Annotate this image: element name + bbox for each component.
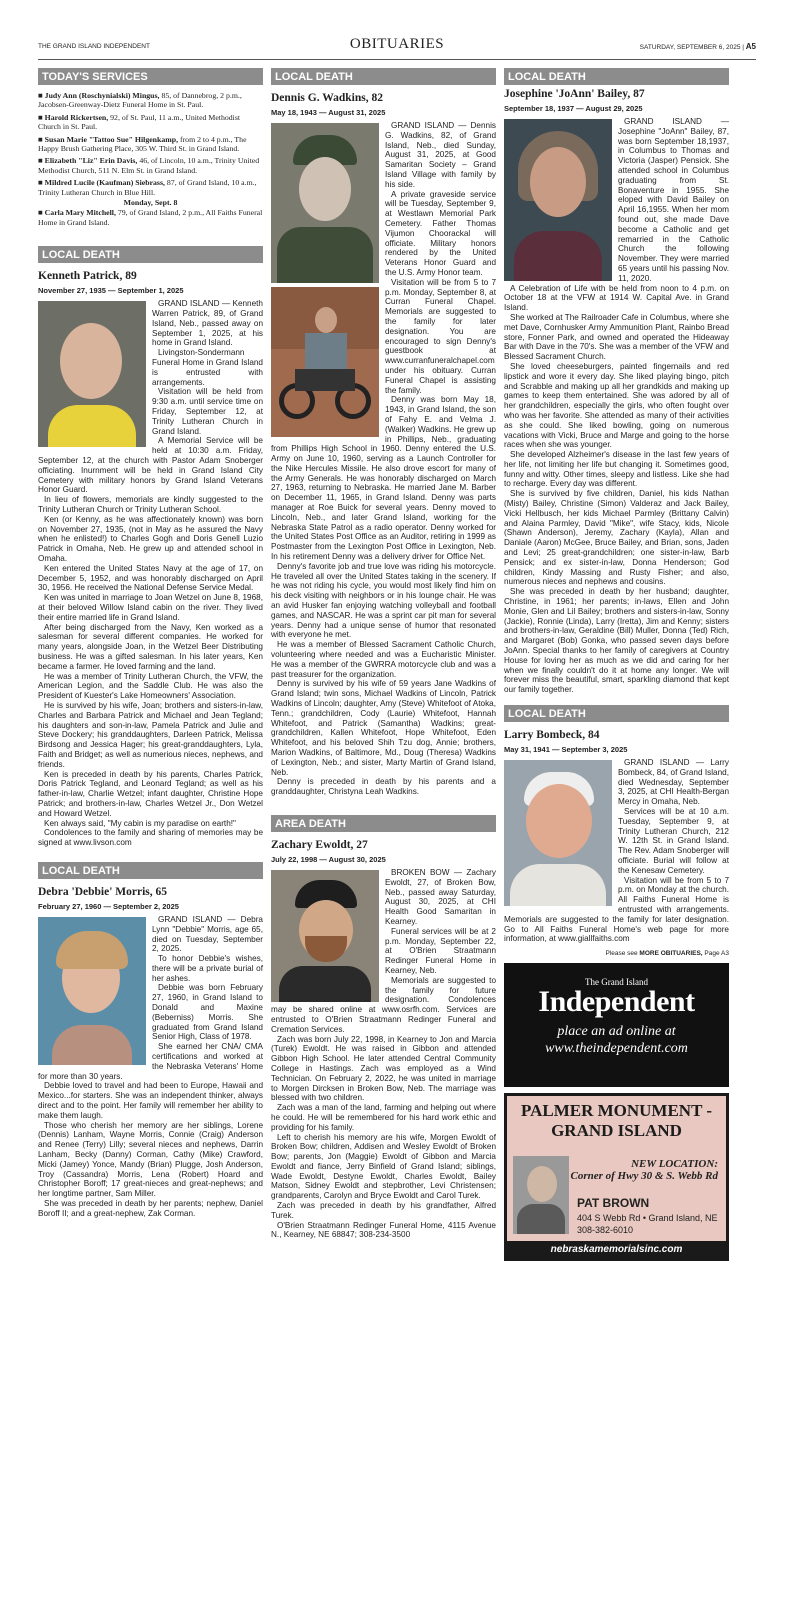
debra-obituary: GRAND ISLAND — Debra Lynn "Debbie" Morris, age 65, died on Tuesday, September 2, 2025. To honor Debbie's wishes, there will be a private burial of her ashes. Debbie was born February 27, 1960, in Grand Island to Donald and Maxine (Beberniss) Morris. She graduated from Grand Island Senior High, Class of 1978. She earned her CNA/ CMA certifications and worked at the Nebraska Veterans' Home for more than 30 years. Debbie loved to travel and had been to Europe, Hawaii and Mexico...for starters. She was an independent thinker, always direct and to the point. Her family will remember her ability to make them laugh. Those who cherish her memory are her siblings, Lorene (Dennis) Lanham, Wayne Morris, Connie (Craig) Anderson and Renee (Terry) Lilly; several nieces and nephews, Darrin Lanham, Becky (Danny) Corman, Cathy (Mike) Crawford, Micki (Jamey) Yonce, Mandy (Brian) Plugge, Josh Anderson, Troy (Cassandra) Morris, Lena (Robert) Hoard and Christopher Boroff; 17 great-nieces and great-nephews; and her longtime partner, Sam Miller. She was preceded in death by her parents; nephew, Daniel Boroff II; and a great-nephew, Zak Corman. [38, 914, 263, 1218]
zachary-dates: July 22, 1998 — August 30, 2025 [271, 854, 386, 864]
service-day: Monday, Sept. 8 [123, 198, 178, 208]
ad2-website[interactable]: nebraskamemorialsinc.com [507, 1241, 726, 1258]
kenneth-name: Kenneth Patrick, 89 [38, 270, 137, 283]
page-number: A5 [745, 42, 756, 51]
column-3 [504, 68, 729, 1261]
service-item: ■ Mildred Lucile (Kaufman) Siebrass, 87, of Grand Island, 10 a.m., Trinity Lutheran Church in Blue Hill. [38, 178, 257, 197]
zachary-photo [271, 870, 379, 1002]
dennis-name: Dennis G. Wadkins, 82 [271, 92, 383, 104]
debra-name: Debra 'Debbie' Morris, 65 [38, 885, 168, 898]
dennis-photos [271, 123, 379, 437]
josephine-photo [504, 119, 612, 281]
ad-paper-logo: Independent [538, 985, 695, 1019]
zachary-name: Zachary Ewoldt, 27 [271, 838, 368, 851]
debra-dates: February 27, 1960 — September 2, 2025 [38, 901, 179, 911]
josephine-name: Josephine 'JoAnn' Bailey, 87 [504, 88, 645, 100]
larry-dates: May 31, 1941 — September 3, 2025 [504, 745, 628, 755]
larry-photo [504, 760, 612, 906]
kenneth-dates: November 27, 1935 — September 1, 2025 [38, 286, 184, 296]
josephine-obituary: GRAND ISLAND — Josephine "JoAnn" Bailey, 87, was born September 18,1937, in Columbus to Thomas and Victoria (Jasper) Pensick. She attended school in Columbus graduating from St. Bonaventure in 1955. She eloped with David Bailey on April 16,1955. When her mom found out, she made Dave become a Catholic and get remarried in the Catholic Church the following November. They were married 65 years until his passing Nov. 11, 2020. A Celebration of Life with be held from noon to 4 p.m. on October 18 at the VFW at 1914 W. Capital Ave. in Grand Island. She worked at The Railroader Cafe in Columbus, where she met Dave, Cornhusker Army Ammunition Plant, Rainbo Bread store, Fonner Park, and owned and operated the Hideaway Bar with Dave in the 70's. She was a member of the VFW and Blessed Sacrament Church. She loved cheeseburgers, painted fingernails and red lipstick and wore it every day. She liked playing bingo, pitch and Scrabble and making up all her grandkids and making up games to keep them entertained. She was adored by all of her grandchildren, especially the girls, who often fought over who was her favorite. She attended as many of their activities as she could. She liked bowling, going on numerous vacations with Vicki, Bruce and Marge and going to the horse races when she was younger. She developed Alzheimer's disease in the last few years of her life, not limiting her life but changing it. Sometimes good, funny and witty. Other times, sleepy and listless. Like she had to recharge. Every day was different. She is survived by five children, Daniel, his kids Nathan (Misty) Bailey, Christine (Simon) Valderaz and Jack Bailey, Vicki Hellbusch, her kids Michael Parmley (Brittany Calvin) and Alaina Parmley, David "Mike", wife Stacy, kids, Nicole (Shawn Anderson), Jeremy, Zachary (Kayla), Allan and Daniale (Aaron) McGee, Bruce Bailey, and Brian, sons, Jaden and Levi; 25 great-grandchildren; one sister-in-law, Barb Pensick; and ex sister-in-law, Donna Henderson; God children, Kindy Massing and Rusty Fisher; and also, numerous nieces and nephews and cousins. She was preceded in death by her husband; daughter, Christine, in 1961; her parents; in-laws, Ellen and John Monie, Glen and Lil Bailey; brothers and sisters-in-law, Sonny (Jackie), Ronnie (Linda), Larry (Iretta), Jim and Kenny; sisters and brothers-in-law, Geraldine (Bill) Muller, Donna (Ted) Rich, and Margaret (Bob) Gonka, who passed seven days before JoAnn. Special thanks to her family of caregivers at Country House for loving her as much as we did and caring for her when we finally couldn't do it at home any longer. We will forever miss the beautiful, smart, sparkling diamond that kept our family together. [504, 117, 729, 695]
dennis-obituary: GRAND ISLAND — Dennis G. Wadkins, 82, of Grand Island, Neb., died Sunday, August 31, 2025, at Good Samaritan Society – Grand Island Village with family by his side. A private graveside service will be Tuesday, September 9, at Westlawn Memorial Park Cemetery. Father Thomas Vijumon Choorackal will officiate. Military honors rendered by the United Veterans Honor Guard and the U.S. Army Honor team. Visitation will be from 5 to 7 p.m. Monday, September 8, at Curran Funeral Chapel. Memorials are suggested to the family for later designation. You are encouraged to sign Denny's guestbook at www.curranfuneralchapel.com under his obituary. Curran Funeral Chapel is assisting the family. Denny was born May 18, 1943, in Grand Island, the son of Fahy E. and Velma J. (Walker) Wadkins. He grew up in Phillips, Neb., graduating from Phillips High School in 1960. Denny entered the U.S. Army on June 10, 1960, serving as a Launch Controller for the Nike Hercules Missile. He also drove escort for many of the Army Generals. He was honorably discharged on March 27, 1963, returning to Nebraska. He married Jane M. Barber on December 11, 1965, in Grand Island. Denny was parts manager at Roe Buick for several years. Denny moved to Lincoln, Neb., and later Grand Island, working for the Nebraska State Patrol as a radio operator. Denny worked for the United States Post Office as an Auditor, retiring in 1999 as Postmaster from the Lexington Post Office in Lexington, Neb. In his retirement Denny was a delivery driver for Office Net. Denny's favorite job and true love was riding his motorcycle. He traveled all over the United States taking in the scenery. If he was not riding his cycle, you would most likely find him on his deck visiting with neighbors or in his lounge chair. He was an avid Husker fan enjoying watching volleyball and football games, and NASCAR. He was a sprint car pit man for several years. Denny had a unique sense of humor that resonated with everyone he met. He was a member of Blessed Sacrament Catholic Church, volunteering where needed and was a Eucharistic Minister. He was a member of the GWRRA motorcycle club and was a past treasurer for the organization. Denny is survived by his wife of 59 years Jane Wadkins of Grand Island; twin sons, Michael Wadkins of Lincoln, Patrick Wadkins of Lincoln; daughter, Amy (Steve) Whitefoot of Atoka, Tenn.; grandchildren, Cody (Laurie) Whitefoot, Hannah Whitefoot, and Patrick (Samantha) Wadkins; great-grandchildren, Kallen Whitefoot, Hope Whitefoot, Eden Whitefoot, and his beloved Shih Tzu dog, Annie; brothers, Marion Wadkins, of Baltimore, Md., Doug (Theresa) Wadkins of Lexington, Neb.; and sister, Marty Martin of Grand Island, Neb. Denny is preceded in death by his parents and a granddaughter, Christyna Leah Wadkins. [271, 121, 496, 797]
kenneth-header: LOCAL DEATH [38, 246, 263, 263]
service-item: ■ Carla Mary Mitchell, 79, of Grand Island, 2 p.m., All Faiths Funeral Home in Grand Island. [38, 208, 263, 227]
ad-website[interactable]: www.theindependent.com [545, 1041, 688, 1057]
ad2-title: PALMER MONUMENT - GRAND ISLAND [520, 1101, 713, 1141]
dennis-dates: May 18, 1943 — August 31, 2025 [271, 108, 386, 117]
dennis-army-photo [271, 123, 379, 283]
service-item: ■ Susan Marie "Tattoo Sue" Hilgenkamp, from 2 to 4 p.m., The Happy Brush Gathering Place, 305 W. Third St. in Grand Island. [38, 134, 247, 154]
ad2-name: PAT BROWN [577, 1196, 650, 1211]
josephine-dates: September 18, 1937 — August 29, 2025 [504, 104, 643, 113]
palmer-monument-ad[interactable] [504, 1093, 729, 1261]
debra-header: LOCAL DEATH [38, 862, 263, 879]
column-1 [38, 68, 263, 1219]
larry-header: LOCAL DEATH [504, 705, 729, 722]
kenneth-obituary: GRAND ISLAND — Kenneth Warren Patrick, 89, of Grand Island, Neb., passed away on September 1, 2025, at his home in Grand Island. Livingston-Sondermann Funeral Home in Grand Island is entrusted with arrangements. Visitation will be held from 9:30 a.m. until service time on Friday, September 12, at Trinity Lutheran Church in Grand Island. A Memorial Service will be held at 10:30 a.m. Friday, September 12, at the church with Pastor Adam Snoberger officiating. Inurnment will be held in Grand Island City Cemetery with military honors by Grand Island Veterans Honor Guard. In lieu of flowers, memorials are kindly suggested to the Trinity Lutheran Church or Trinity Lutheran School. Ken (or Kenny, as he was affectionately known) was born on November 27, 1935, (not in May as he assured the Navy when he enlisted!) to Charles Gogh and Doris Genell Luzio Patrick in Omaha, Neb. He grew up and attended school in Omaha. Ken entered the United States Navy at the age of 17, on December 5, 1952, and was honorably discharged on April 30, 1956. He received the National Defense Service Medal. Ken was united in marriage to Joan Wetzel on June 8, 1968, at their beloved Willow Island cabin on the river. They lived their entire married life in Grand Island. After being discharged from the Navy, Ken worked as a salesman for several different companies. He worked for many years, alongside Joan, in the Wetzel Beer Distributing business. He was a gifted salesman. In his later years, Ken became a farmer. He loved farming and the land. He was a member of Trinity Lutheran Church, the VFW, the American Legion, and the Saddle Club. He was also the President of Kuester's Lake Homeowners' Association. He is survived by his wife, Joan; brothers and sisters-in-law, Charles and Barbara Patrick and Michael and Jean Tegland; his daughters and son-in-law, Pamela Patrick and Julie and Steve Dockery; his granddaughters, Darleen Patrick, Melissa Birdsong and Jessica Hager; his great-granddaughters, Lyla, Faith and Bridget; as well as numerious nieces, nephews, and friends. Ken is preceded in death by his parents, Charles Patrick, Doris Patrick Tegland, and Leonard Tegland; as well as his father-in-law, Charlie Wetzel; infant daughter, Christine Hope Patrick; and brothers-in-law, Charles Wetzel Jr., Don Wetzel and Howard Wetzel. Ken always said, "My cabin is my paradise on earth!" Condolences to the family and sharing of memories may be signed at www.livson.com [38, 299, 263, 848]
larry-obituary: GRAND ISLAND — Larry Bombeck, 84, of Grand Island, died Wednesday, September 3, 2025, at CHI Health-Bergan Mercy in Omaha, Neb. Services will be at 10 a.m. Tuesday, September 9, at Trinity Lutheran Church, 212 W. 12th St. in Grand Island. The Rev. Adam Snoberger will officiate. Burial will follow at the Kenesaw Cemetery. Visitation will be from 5 to 7 p.m. on Monday at the church. All Faiths Funeral Home is entrusted with arrangements. Memorials are suggested to the family for later designation. Go to All Faiths Funeral Home's web page for more information, at www.giallfaiths.com [504, 758, 729, 944]
service-item: ■ Harold Rickertsen, 92, of St. Paul, 11 a.m., United Methodist Church in St. Paul. [38, 112, 241, 132]
ad-paper-small: The Grand Island [585, 977, 648, 988]
ad2-person-photo [513, 1156, 569, 1234]
larry-name: Larry Bombeck, 84 [504, 729, 600, 742]
service-item: ■ Judy Ann (Roschynialski) Mingus, 85, of Dannebrog, 2 p.m., Jacobsen-Greenway-Dietz Funeral Home in St. Paul. [38, 91, 242, 110]
ad2-new-location: NEW LOCATION: Corner of Hwy 30 & S. Webb Rd [570, 1158, 718, 1183]
kenneth-photo [38, 301, 146, 447]
dennis-motorcycle-photo [271, 287, 379, 437]
independent-ad[interactable] [504, 963, 729, 1087]
zachary-obituary: BROKEN BOW — Zachary Ewoldt, 27, of Broken Bow, Neb., passed away Saturday, August 30, 2025, at CHI Health Good Samaritan in Kearney. Funeral services will be at 2 p.m. Monday, September 22, at O'Brien Straatmann Redinger Funeral Home in Kearney, Neb. Memorials are suggested to the family for future designation. Condolences may be shared online at www.osrfh.com. Services are entrusted to O'Brien Straatmann Redinger Funeral and Cremation Services. Zach was born July 22, 1998, in Kearney to Jon and Marcia (Turek) Ewoldt. He was raised in Gibbon and attended Gibbon High School. He later attended Central Community College in Hastings. Zach was employed as a Wind Technician. On February 2, 2022, he was united in marriage to Morgen Dircksen in Broken Bow, Neb. The marriage was blessed with two children. Zach was a man of the land, farming and helping out where he could. He will be remembered for his hard work ethic and providing for his family. Left to cherish his memory are his wife, Morgen Ewoldt of Broken Bow; children, Addisen and Wesley Ewoldt of Broken Bow; parents, Jon (Maggie) Ewoldt of Gibbon and Marcia Ewoldt and fiance, Jerry Binfield of Grand Island; siblings, Wade Ewoldt, Destyne Ewoldt, Charles Ewoldt, Bailey Matson, Sidney Ewoldt and stepbrother, Levi Christensen; grandparents, Carolyn and Bryce Ewoldt and Carol Turek. Zach was preceded in death by his grandfather, Alfred Turek. O'Brien Straatmann Redinger Funeral Home, 4115 Avenue N., Kearney, NE 68847; 308-234-3500 [271, 867, 496, 1240]
dennis-header: LOCAL DEATH [271, 68, 496, 85]
column-2 [271, 68, 496, 1240]
services-list [38, 91, 263, 227]
section-title: OBITUARIES [349, 36, 445, 52]
more-obituaries-note: Please see MORE OBITUARIES, Page A3 [605, 950, 729, 958]
debra-photo [38, 917, 146, 1065]
services-header: TODAY'S SERVICES [38, 68, 263, 85]
issue-date: SATURDAY, SEPTEMBER 6, 2025 | A5 [639, 42, 756, 51]
josephine-header: LOCAL DEATH [504, 68, 729, 85]
zachary-header: AREA DEATH [271, 815, 496, 832]
ad-line-1: place an ad online at [557, 1024, 676, 1040]
service-item: ■ Elizabeth "Liz" Erin Davis, 46, of Lincoln, 10 a.m., Trinity United Methodist Church, 511 N. Elm St. in Grand Island. [38, 156, 260, 175]
masthead [38, 34, 756, 60]
paper-name: THE GRAND ISLAND INDEPENDENT [38, 43, 150, 50]
ad2-address: 404 S Webb Rd • Grand Island, NE 308-382-6010 [577, 1213, 718, 1236]
